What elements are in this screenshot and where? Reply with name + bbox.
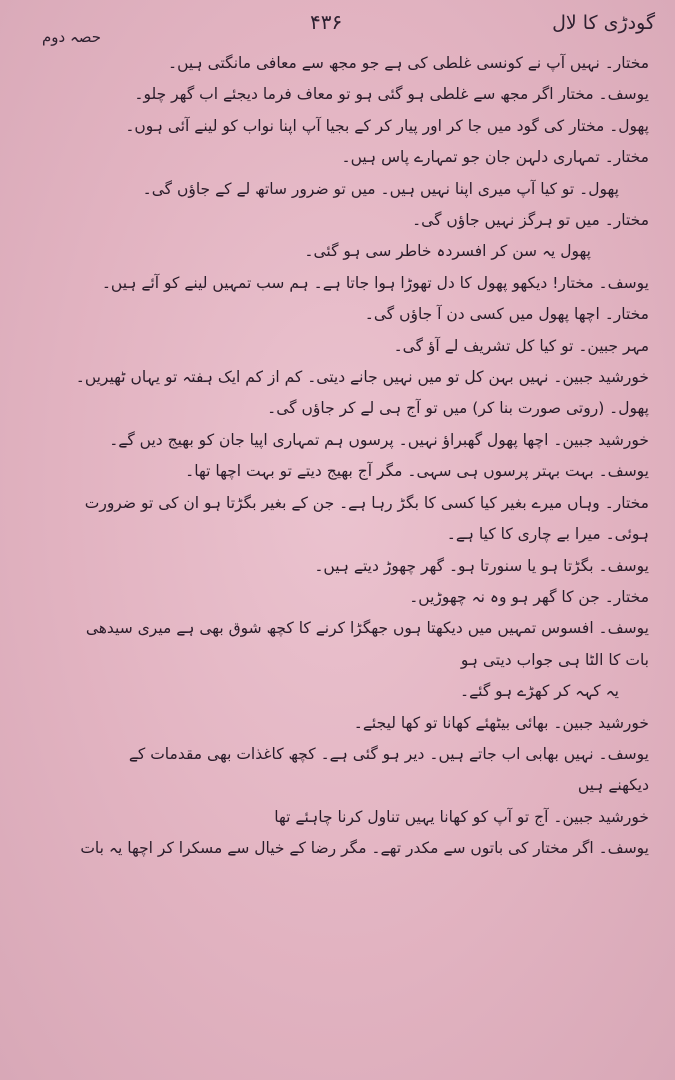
text-line: یوسف۔ افسوس تمہیں میں دیکھتا ہوں جھگڑا کرنے کا کچھ شوق بھی ہے میری سیدھی: [85, 619, 649, 638]
text-line: مختار۔ نہیں آپ نے کونسی غلطی کی ہے جو مجھ سے معافی مانگتی ہیں۔: [168, 54, 649, 72]
text-line: پھول۔ (روتی صورت بنا کر) میں تو آج ہی لے کر جاؤں گی۔: [267, 399, 649, 418]
text-line: مختار۔ جن کا گھر ہو وہ نہ چھوڑیں۔: [409, 587, 649, 606]
text-line: پھول۔ مختار کی گود میں جا کر اور پیار کر کے بجیا آپ اپنا نواب کو لینے آئی ہوں۔: [125, 116, 649, 135]
text-line: خورشید جبین۔ بھائی بیٹھئے کھانا تو کھا لیجئے۔: [353, 713, 649, 732]
text-line: یوسف۔ نہیں بھابی اب جاتے ہیں۔ دیر ہو گئی ہے۔ کچھ کاغذات بھی مقدمات کے: [128, 744, 649, 763]
text-line: مہر جبین۔ تو کیا کل تشریف لے آؤ گی۔: [393, 336, 649, 355]
text-line: پھول۔ تو کیا آپ میری اپنا نہیں ہیں۔ میں تو ضرور ساتھ لے کے جاؤں گی۔: [142, 179, 619, 198]
text-line: خورشید جبین۔ اچھا پھول گھبراؤ نہیں۔ پرسوں ہم تمہاری اپیا جان کو بھیج دیں گے۔: [109, 430, 649, 449]
text-line: پھول یہ سن کر افسردہ خاطر سی ہو گئی۔: [304, 242, 591, 261]
book-title: گودڑی کا لال: [552, 12, 655, 34]
text-line: یوسف۔ مختار اگر مجھ سے غلطی ہو گئی ہو تو معاف فرما دیجئے اب گھر چلو۔: [134, 85, 649, 104]
text-line: یوسف۔ اگر مختار کی باتوں سے مکدر تھے۔ مگر رضا کے خیال سے مسکرا کر اچھا یہ بات: [80, 839, 649, 858]
text-line: ہوئی۔ میرا بے چاری کا کیا ہے۔: [446, 525, 649, 544]
text-line: دیکھنے ہیں: [577, 776, 649, 795]
text-line: خورشید جبین۔ آج تو آپ کو کھانا یہیں تناول کرنا چاہئے تھا: [274, 807, 649, 826]
page-number: ۴۳۶: [310, 10, 343, 34]
text-line: مختار۔ اچھا پھول میں کسی دن آ جاؤں گی۔: [364, 305, 649, 324]
part-label: حصہ دوم: [42, 28, 102, 46]
text-line: یوسف۔ بگڑتا ہو یا سنورتا ہو۔ گھر چھوڑ دیتے ہیں۔: [314, 556, 649, 575]
text-line: مختار۔ تمہاری دلہن جان جو تمہارے پاس ہیں۔: [341, 148, 649, 167]
text-line: خورشید جبین۔ نہیں بہن کل تو میں نہیں جانے دیتی۔ کم از کم ایک ہفتہ تو یہاں ٹھیریں۔: [75, 368, 649, 387]
page-header: [0, 8, 675, 48]
page-body: [30, 48, 649, 865]
text-line: مختار۔ وہاں میرے بغیر کیا کسی کا بگڑ رہا ہے۔ جن کے بغیر بگڑتا ہو ان کی تو ضرورت: [84, 493, 649, 512]
text-line: یوسف۔ بہت بہتر پرسوں ہی سہی۔ مگر آج بھیج دیتے تو بہت اچھا تھا۔: [185, 462, 649, 481]
text-line: یہ کہہ کر کھڑے ہو گئے۔: [460, 682, 619, 701]
text-line: مختار۔ میں تو ہرگز نہیں جاؤں گی۔: [412, 211, 649, 230]
text-line: بات کا الٹا ہی جواب دیتی ہو: [460, 650, 649, 669]
text-line: یوسف۔ مختار! دیکھو پھول کا دل تھوڑا ہوا جاتا ہے۔ ہم سب تمہیں لینے کو آئے ہیں۔: [101, 273, 649, 292]
